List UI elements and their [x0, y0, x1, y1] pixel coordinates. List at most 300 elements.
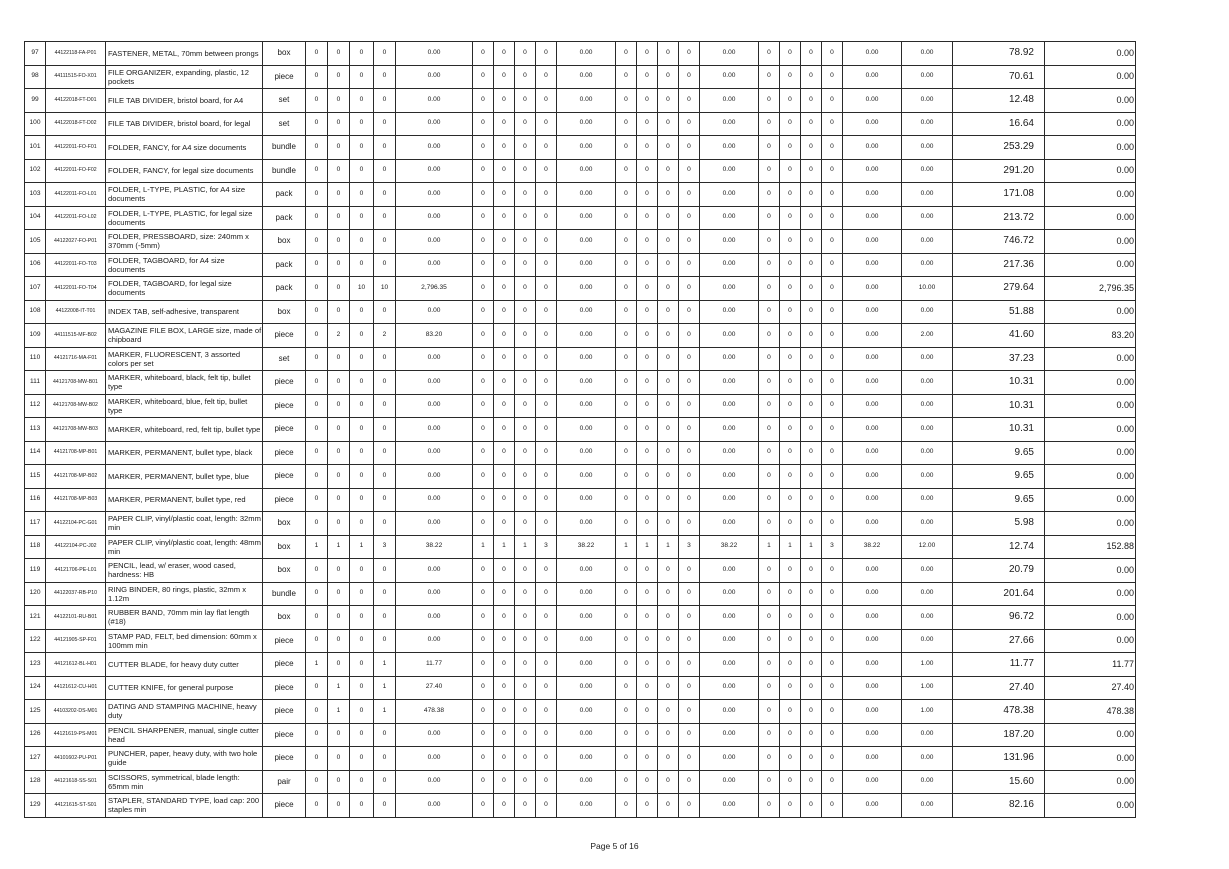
- q4-dec-cell: 0: [801, 300, 822, 324]
- q2-may-cell: 0: [494, 441, 515, 465]
- q2-may-cell: 0: [494, 112, 515, 136]
- q4-dec-cell: 0: [801, 700, 822, 724]
- table-row: [25, 559, 1136, 583]
- q3-jul-cell: 0: [616, 159, 637, 183]
- item-code-cell: 44122018-FT-D02: [46, 112, 106, 136]
- q3-aug-cell: 0: [637, 183, 658, 207]
- q2-jun-cell: 0: [515, 159, 536, 183]
- unit-price-cell: 291.20: [953, 159, 1045, 183]
- q3-aug-cell: 0: [637, 42, 658, 66]
- item-number-cell: 102: [25, 159, 46, 183]
- q1-jan-cell: 0: [306, 112, 328, 136]
- q1-feb-cell: 0: [328, 89, 350, 113]
- unit-price-cell: 10.31: [953, 371, 1045, 395]
- q4-amount-cell: 0.00: [843, 277, 902, 301]
- q1-amount-cell: 0.00: [396, 747, 473, 771]
- item-code-cell: 44122011-FO-F01: [46, 136, 106, 160]
- item-code-cell: 44122104-PC-J02: [46, 535, 106, 559]
- unit-cell: piece: [263, 488, 306, 512]
- unit-cell: piece: [263, 418, 306, 442]
- item-number-cell: 119: [25, 559, 46, 583]
- q4-amount-cell: 0.00: [843, 112, 902, 136]
- q4-total-cell: 0: [822, 159, 843, 183]
- q2-may-cell: 1: [494, 535, 515, 559]
- q4-nov-cell: 0: [780, 700, 801, 724]
- total-amount-cell: 0.00: [1045, 465, 1136, 489]
- q1-total-cell: 0: [374, 42, 396, 66]
- page-number: Page 5 of 16: [590, 841, 639, 851]
- q1-jan-cell: 0: [306, 747, 328, 771]
- q2-apr-cell: 0: [473, 723, 494, 747]
- q3-sep-cell: 0: [658, 582, 679, 606]
- q1-mar-cell: 0: [350, 206, 374, 230]
- item-code-cell: 44121905-SP-F01: [46, 629, 106, 653]
- item-description-cell: FILE ORGANIZER, expanding, plastic, 12 pockets: [106, 65, 263, 89]
- item-code-cell: 44121708-MP-B01: [46, 441, 106, 465]
- q4-nov-cell: 0: [780, 394, 801, 418]
- q4-dec-cell: 0: [801, 371, 822, 395]
- q3-total-cell: 0: [679, 42, 700, 66]
- q3-amount-cell: 0.00: [700, 324, 759, 348]
- table-row: [25, 770, 1136, 794]
- q3-aug-cell: 0: [637, 253, 658, 277]
- total-quantity-cell: 0.00: [902, 253, 953, 277]
- q3-total-cell: 0: [679, 136, 700, 160]
- q4-amount-cell: 0.00: [843, 653, 902, 677]
- item-number-cell: 97: [25, 42, 46, 66]
- q3-sep-cell: 0: [658, 676, 679, 700]
- item-code-cell: 44121706-PE-L01: [46, 559, 106, 583]
- q2-apr-cell: 0: [473, 653, 494, 677]
- q2-may-cell: 0: [494, 512, 515, 536]
- q1-total-cell: 0: [374, 300, 396, 324]
- q1-mar-cell: 0: [350, 465, 374, 489]
- q2-total-cell: 0: [536, 300, 557, 324]
- q3-amount-cell: 0.00: [700, 277, 759, 301]
- unit-cell: piece: [263, 394, 306, 418]
- q1-amount-cell: 0.00: [396, 465, 473, 489]
- q1-amount-cell: 83.20: [396, 324, 473, 348]
- item-code-cell: 44121708-MP-B03: [46, 488, 106, 512]
- table-body: [25, 42, 1136, 818]
- q2-total-cell: 0: [536, 794, 557, 818]
- q1-mar-cell: 0: [350, 324, 374, 348]
- total-amount-cell: 0.00: [1045, 747, 1136, 771]
- q4-dec-cell: 0: [801, 794, 822, 818]
- q3-amount-cell: 0.00: [700, 770, 759, 794]
- q1-jan-cell: 0: [306, 300, 328, 324]
- q2-may-cell: 0: [494, 418, 515, 442]
- q3-aug-cell: 0: [637, 418, 658, 442]
- unit-cell: piece: [263, 794, 306, 818]
- q3-jul-cell: 0: [616, 230, 637, 254]
- q2-amount-cell: 0.00: [557, 371, 616, 395]
- item-number-cell: 127: [25, 747, 46, 771]
- q3-aug-cell: 0: [637, 136, 658, 160]
- q4-amount-cell: 0.00: [843, 206, 902, 230]
- item-number-cell: 107: [25, 277, 46, 301]
- q1-feb-cell: 0: [328, 112, 350, 136]
- total-amount-cell: 0.00: [1045, 629, 1136, 653]
- q1-feb-cell: 0: [328, 300, 350, 324]
- q3-total-cell: 0: [679, 606, 700, 630]
- total-quantity-cell: 1.00: [902, 653, 953, 677]
- item-number-cell: 108: [25, 300, 46, 324]
- q2-may-cell: 0: [494, 606, 515, 630]
- q2-may-cell: 0: [494, 65, 515, 89]
- q2-apr-cell: 0: [473, 512, 494, 536]
- q1-jan-cell: 0: [306, 559, 328, 583]
- q1-amount-cell: 0.00: [396, 183, 473, 207]
- q2-apr-cell: 0: [473, 676, 494, 700]
- q1-mar-cell: 0: [350, 653, 374, 677]
- q4-total-cell: 0: [822, 89, 843, 113]
- q2-jun-cell: 0: [515, 136, 536, 160]
- item-code-cell: 44121615-ST-S01: [46, 794, 106, 818]
- q4-total-cell: 0: [822, 300, 843, 324]
- table-row: [25, 324, 1136, 348]
- q2-apr-cell: 0: [473, 206, 494, 230]
- unit-price-cell: 20.79: [953, 559, 1045, 583]
- q2-jun-cell: 0: [515, 253, 536, 277]
- q4-total-cell: 0: [822, 183, 843, 207]
- q2-may-cell: 0: [494, 136, 515, 160]
- unit-cell: bundle: [263, 582, 306, 606]
- q3-amount-cell: 38.22: [700, 535, 759, 559]
- q4-total-cell: 0: [822, 723, 843, 747]
- q4-oct-cell: 0: [759, 747, 780, 771]
- q2-total-cell: 0: [536, 723, 557, 747]
- q2-jun-cell: 0: [515, 441, 536, 465]
- item-code-cell: 44122011-FO-F02: [46, 159, 106, 183]
- item-code-cell: 44121612-CU-H01: [46, 676, 106, 700]
- q4-nov-cell: 0: [780, 42, 801, 66]
- q2-total-cell: 0: [536, 653, 557, 677]
- total-quantity-cell: 0.00: [902, 230, 953, 254]
- q3-aug-cell: 0: [637, 159, 658, 183]
- item-number-cell: 126: [25, 723, 46, 747]
- q3-aug-cell: 0: [637, 347, 658, 371]
- item-code-cell: 44101602-PU-P01: [46, 747, 106, 771]
- q2-apr-cell: 0: [473, 629, 494, 653]
- q2-apr-cell: 0: [473, 794, 494, 818]
- q3-aug-cell: 0: [637, 300, 658, 324]
- q4-amount-cell: 0.00: [843, 347, 902, 371]
- table-row: [25, 535, 1136, 559]
- q2-jun-cell: 0: [515, 183, 536, 207]
- q1-amount-cell: 0.00: [396, 418, 473, 442]
- total-quantity-cell: 0.00: [902, 371, 953, 395]
- q4-amount-cell: 0.00: [843, 700, 902, 724]
- q2-jun-cell: 0: [515, 676, 536, 700]
- total-quantity-cell: 0.00: [902, 465, 953, 489]
- unit-cell: box: [263, 42, 306, 66]
- q1-feb-cell: 2: [328, 324, 350, 348]
- q2-may-cell: 0: [494, 700, 515, 724]
- q2-apr-cell: 0: [473, 606, 494, 630]
- item-description-cell: CUTTER KNIFE, for general purpose: [106, 676, 263, 700]
- q1-jan-cell: 0: [306, 136, 328, 160]
- q4-dec-cell: 1: [801, 535, 822, 559]
- q3-amount-cell: 0.00: [700, 300, 759, 324]
- q1-amount-cell: 0.00: [396, 159, 473, 183]
- item-description-cell: RUBBER BAND, 70mm min lay flat length (#18): [106, 606, 263, 630]
- q1-total-cell: 0: [374, 230, 396, 254]
- q3-aug-cell: 0: [637, 606, 658, 630]
- item-description-cell: MAGAZINE FILE BOX, LARGE size, made of chipboard: [106, 324, 263, 348]
- q1-amount-cell: 0.00: [396, 371, 473, 395]
- q3-total-cell: 0: [679, 629, 700, 653]
- q3-jul-cell: 0: [616, 324, 637, 348]
- table-row: [25, 89, 1136, 113]
- q4-total-cell: 0: [822, 418, 843, 442]
- q1-amount-cell: 2,796.35: [396, 277, 473, 301]
- q2-jun-cell: 0: [515, 700, 536, 724]
- q1-jan-cell: 0: [306, 606, 328, 630]
- q1-feb-cell: 0: [328, 582, 350, 606]
- q3-sep-cell: 0: [658, 770, 679, 794]
- q3-total-cell: 0: [679, 206, 700, 230]
- q3-aug-cell: 0: [637, 723, 658, 747]
- q1-jan-cell: 0: [306, 324, 328, 348]
- q2-may-cell: 0: [494, 653, 515, 677]
- q3-aug-cell: 0: [637, 206, 658, 230]
- q4-dec-cell: 0: [801, 89, 822, 113]
- q3-amount-cell: 0.00: [700, 441, 759, 465]
- table-row: [25, 676, 1136, 700]
- q4-nov-cell: 0: [780, 324, 801, 348]
- q4-amount-cell: 0.00: [843, 488, 902, 512]
- q2-may-cell: 0: [494, 747, 515, 771]
- q4-amount-cell: 0.00: [843, 159, 902, 183]
- q1-amount-cell: 0.00: [396, 723, 473, 747]
- unit-cell: box: [263, 230, 306, 254]
- q1-mar-cell: 0: [350, 582, 374, 606]
- q3-jul-cell: 0: [616, 183, 637, 207]
- total-amount-cell: 0.00: [1045, 488, 1136, 512]
- q2-may-cell: 0: [494, 770, 515, 794]
- q3-amount-cell: 0.00: [700, 794, 759, 818]
- q3-aug-cell: 0: [637, 277, 658, 301]
- q4-amount-cell: 0.00: [843, 89, 902, 113]
- q1-total-cell: 1: [374, 653, 396, 677]
- unit-price-cell: 12.74: [953, 535, 1045, 559]
- item-description-cell: FOLDER, FANCY, for A4 size documents: [106, 136, 263, 160]
- q3-jul-cell: 0: [616, 394, 637, 418]
- q1-mar-cell: 0: [350, 371, 374, 395]
- q1-total-cell: 0: [374, 441, 396, 465]
- item-description-cell: FASTENER, METAL, 70mm between prongs: [106, 42, 263, 66]
- q1-feb-cell: 0: [328, 230, 350, 254]
- item-description-cell: SCISSORS, symmetrical, blade length: 65mm min: [106, 770, 263, 794]
- item-code-cell: 44121708-MW-B03: [46, 418, 106, 442]
- q2-amount-cell: 0.00: [557, 253, 616, 277]
- q3-amount-cell: 0.00: [700, 89, 759, 113]
- q4-oct-cell: 1: [759, 535, 780, 559]
- total-quantity-cell: 0.00: [902, 747, 953, 771]
- q3-jul-cell: 0: [616, 512, 637, 536]
- item-number-cell: 125: [25, 700, 46, 724]
- q1-total-cell: 0: [374, 347, 396, 371]
- q1-mar-cell: 0: [350, 700, 374, 724]
- q2-amount-cell: 38.22: [557, 535, 616, 559]
- unit-cell: piece: [263, 700, 306, 724]
- total-amount-cell: 2,796.35: [1045, 277, 1136, 301]
- item-code-cell: 44111515-MF-B02: [46, 324, 106, 348]
- table-row: [25, 723, 1136, 747]
- total-amount-cell: 0.00: [1045, 559, 1136, 583]
- q2-total-cell: 0: [536, 606, 557, 630]
- item-description-cell: FOLDER, TAGBOARD, for legal size documents: [106, 277, 263, 301]
- q3-total-cell: 3: [679, 535, 700, 559]
- q1-jan-cell: 0: [306, 488, 328, 512]
- total-quantity-cell: 0.00: [902, 42, 953, 66]
- q4-oct-cell: 0: [759, 277, 780, 301]
- table-row: [25, 512, 1136, 536]
- q4-amount-cell: 0.00: [843, 183, 902, 207]
- q4-total-cell: 0: [822, 582, 843, 606]
- q3-jul-cell: 0: [616, 112, 637, 136]
- q1-feb-cell: 1: [328, 676, 350, 700]
- item-code-cell: 44122027-FO-P01: [46, 230, 106, 254]
- q3-aug-cell: 0: [637, 512, 658, 536]
- q1-mar-cell: 0: [350, 253, 374, 277]
- q3-total-cell: 0: [679, 794, 700, 818]
- total-amount-cell: 11.77: [1045, 653, 1136, 677]
- q2-total-cell: 0: [536, 629, 557, 653]
- q2-jun-cell: 0: [515, 324, 536, 348]
- item-code-cell: 44103202-DS-M01: [46, 700, 106, 724]
- total-amount-cell: 0.00: [1045, 371, 1136, 395]
- q3-total-cell: 0: [679, 559, 700, 583]
- q4-oct-cell: 0: [759, 253, 780, 277]
- unit-cell: piece: [263, 747, 306, 771]
- q1-total-cell: 0: [374, 394, 396, 418]
- q3-amount-cell: 0.00: [700, 253, 759, 277]
- q1-amount-cell: 0.00: [396, 794, 473, 818]
- unit-cell: bundle: [263, 159, 306, 183]
- q2-jun-cell: 0: [515, 418, 536, 442]
- q1-feb-cell: 0: [328, 653, 350, 677]
- q2-total-cell: 0: [536, 488, 557, 512]
- q2-total-cell: 0: [536, 441, 557, 465]
- q1-feb-cell: 0: [328, 723, 350, 747]
- q3-sep-cell: 0: [658, 136, 679, 160]
- q3-jul-cell: 0: [616, 606, 637, 630]
- table-row: [25, 629, 1136, 653]
- table-row: [25, 159, 1136, 183]
- q1-total-cell: 0: [374, 418, 396, 442]
- q4-dec-cell: 0: [801, 253, 822, 277]
- q1-feb-cell: 0: [328, 512, 350, 536]
- q3-aug-cell: 0: [637, 112, 658, 136]
- q2-jun-cell: 0: [515, 582, 536, 606]
- q2-total-cell: 0: [536, 371, 557, 395]
- q1-feb-cell: 0: [328, 747, 350, 771]
- total-quantity-cell: 0.00: [902, 300, 953, 324]
- q2-apr-cell: 0: [473, 324, 494, 348]
- q4-dec-cell: 0: [801, 42, 822, 66]
- q3-sep-cell: 0: [658, 183, 679, 207]
- q2-amount-cell: 0.00: [557, 300, 616, 324]
- q3-aug-cell: 0: [637, 324, 658, 348]
- q4-nov-cell: 0: [780, 747, 801, 771]
- q4-amount-cell: 0.00: [843, 723, 902, 747]
- q4-nov-cell: 0: [780, 723, 801, 747]
- q4-total-cell: 0: [822, 606, 843, 630]
- q2-apr-cell: 0: [473, 230, 494, 254]
- q3-sep-cell: 0: [658, 371, 679, 395]
- table-row: [25, 465, 1136, 489]
- q4-total-cell: 0: [822, 371, 843, 395]
- q4-oct-cell: 0: [759, 65, 780, 89]
- q1-total-cell: 0: [374, 159, 396, 183]
- q3-sep-cell: 0: [658, 347, 679, 371]
- q4-oct-cell: 0: [759, 488, 780, 512]
- q4-nov-cell: 0: [780, 629, 801, 653]
- q1-mar-cell: 0: [350, 159, 374, 183]
- q2-amount-cell: 0.00: [557, 582, 616, 606]
- q4-dec-cell: 0: [801, 441, 822, 465]
- q1-mar-cell: 0: [350, 183, 374, 207]
- q3-total-cell: 0: [679, 230, 700, 254]
- q3-sep-cell: 0: [658, 488, 679, 512]
- q1-jan-cell: 0: [306, 512, 328, 536]
- q4-oct-cell: 0: [759, 441, 780, 465]
- q1-total-cell: 1: [374, 676, 396, 700]
- unit-price-cell: 51.88: [953, 300, 1045, 324]
- q1-amount-cell: 0.00: [396, 606, 473, 630]
- total-quantity-cell: 0.00: [902, 394, 953, 418]
- unit-price-cell: 217.36: [953, 253, 1045, 277]
- q4-amount-cell: 0.00: [843, 606, 902, 630]
- total-amount-cell: 0.00: [1045, 418, 1136, 442]
- q2-jun-cell: 0: [515, 394, 536, 418]
- q1-feb-cell: 0: [328, 277, 350, 301]
- q3-sep-cell: 1: [658, 535, 679, 559]
- total-amount-cell: 0.00: [1045, 89, 1136, 113]
- q4-amount-cell: 0.00: [843, 512, 902, 536]
- q2-apr-cell: 0: [473, 112, 494, 136]
- q4-total-cell: 0: [822, 347, 843, 371]
- unit-price-cell: 10.31: [953, 394, 1045, 418]
- q4-oct-cell: 0: [759, 159, 780, 183]
- q2-apr-cell: 0: [473, 371, 494, 395]
- item-number-cell: 105: [25, 230, 46, 254]
- q1-total-cell: 0: [374, 465, 396, 489]
- q2-apr-cell: 0: [473, 488, 494, 512]
- item-number-cell: 123: [25, 653, 46, 677]
- q1-jan-cell: 0: [306, 676, 328, 700]
- total-quantity-cell: 0.00: [902, 136, 953, 160]
- q4-dec-cell: 0: [801, 747, 822, 771]
- q1-mar-cell: 0: [350, 794, 374, 818]
- q1-feb-cell: 1: [328, 700, 350, 724]
- q3-jul-cell: 0: [616, 723, 637, 747]
- q3-aug-cell: 0: [637, 394, 658, 418]
- item-number-cell: 100: [25, 112, 46, 136]
- total-amount-cell: 0.00: [1045, 300, 1136, 324]
- total-quantity-cell: 10.00: [902, 277, 953, 301]
- q2-jun-cell: 0: [515, 371, 536, 395]
- item-description-cell: CUTTER BLADE, for heavy duty cutter: [106, 653, 263, 677]
- q1-mar-cell: 0: [350, 512, 374, 536]
- procurement-items-table: [24, 41, 1136, 818]
- unit-price-cell: 15.60: [953, 770, 1045, 794]
- q2-amount-cell: 0.00: [557, 418, 616, 442]
- q4-total-cell: 0: [822, 324, 843, 348]
- q4-total-cell: 0: [822, 676, 843, 700]
